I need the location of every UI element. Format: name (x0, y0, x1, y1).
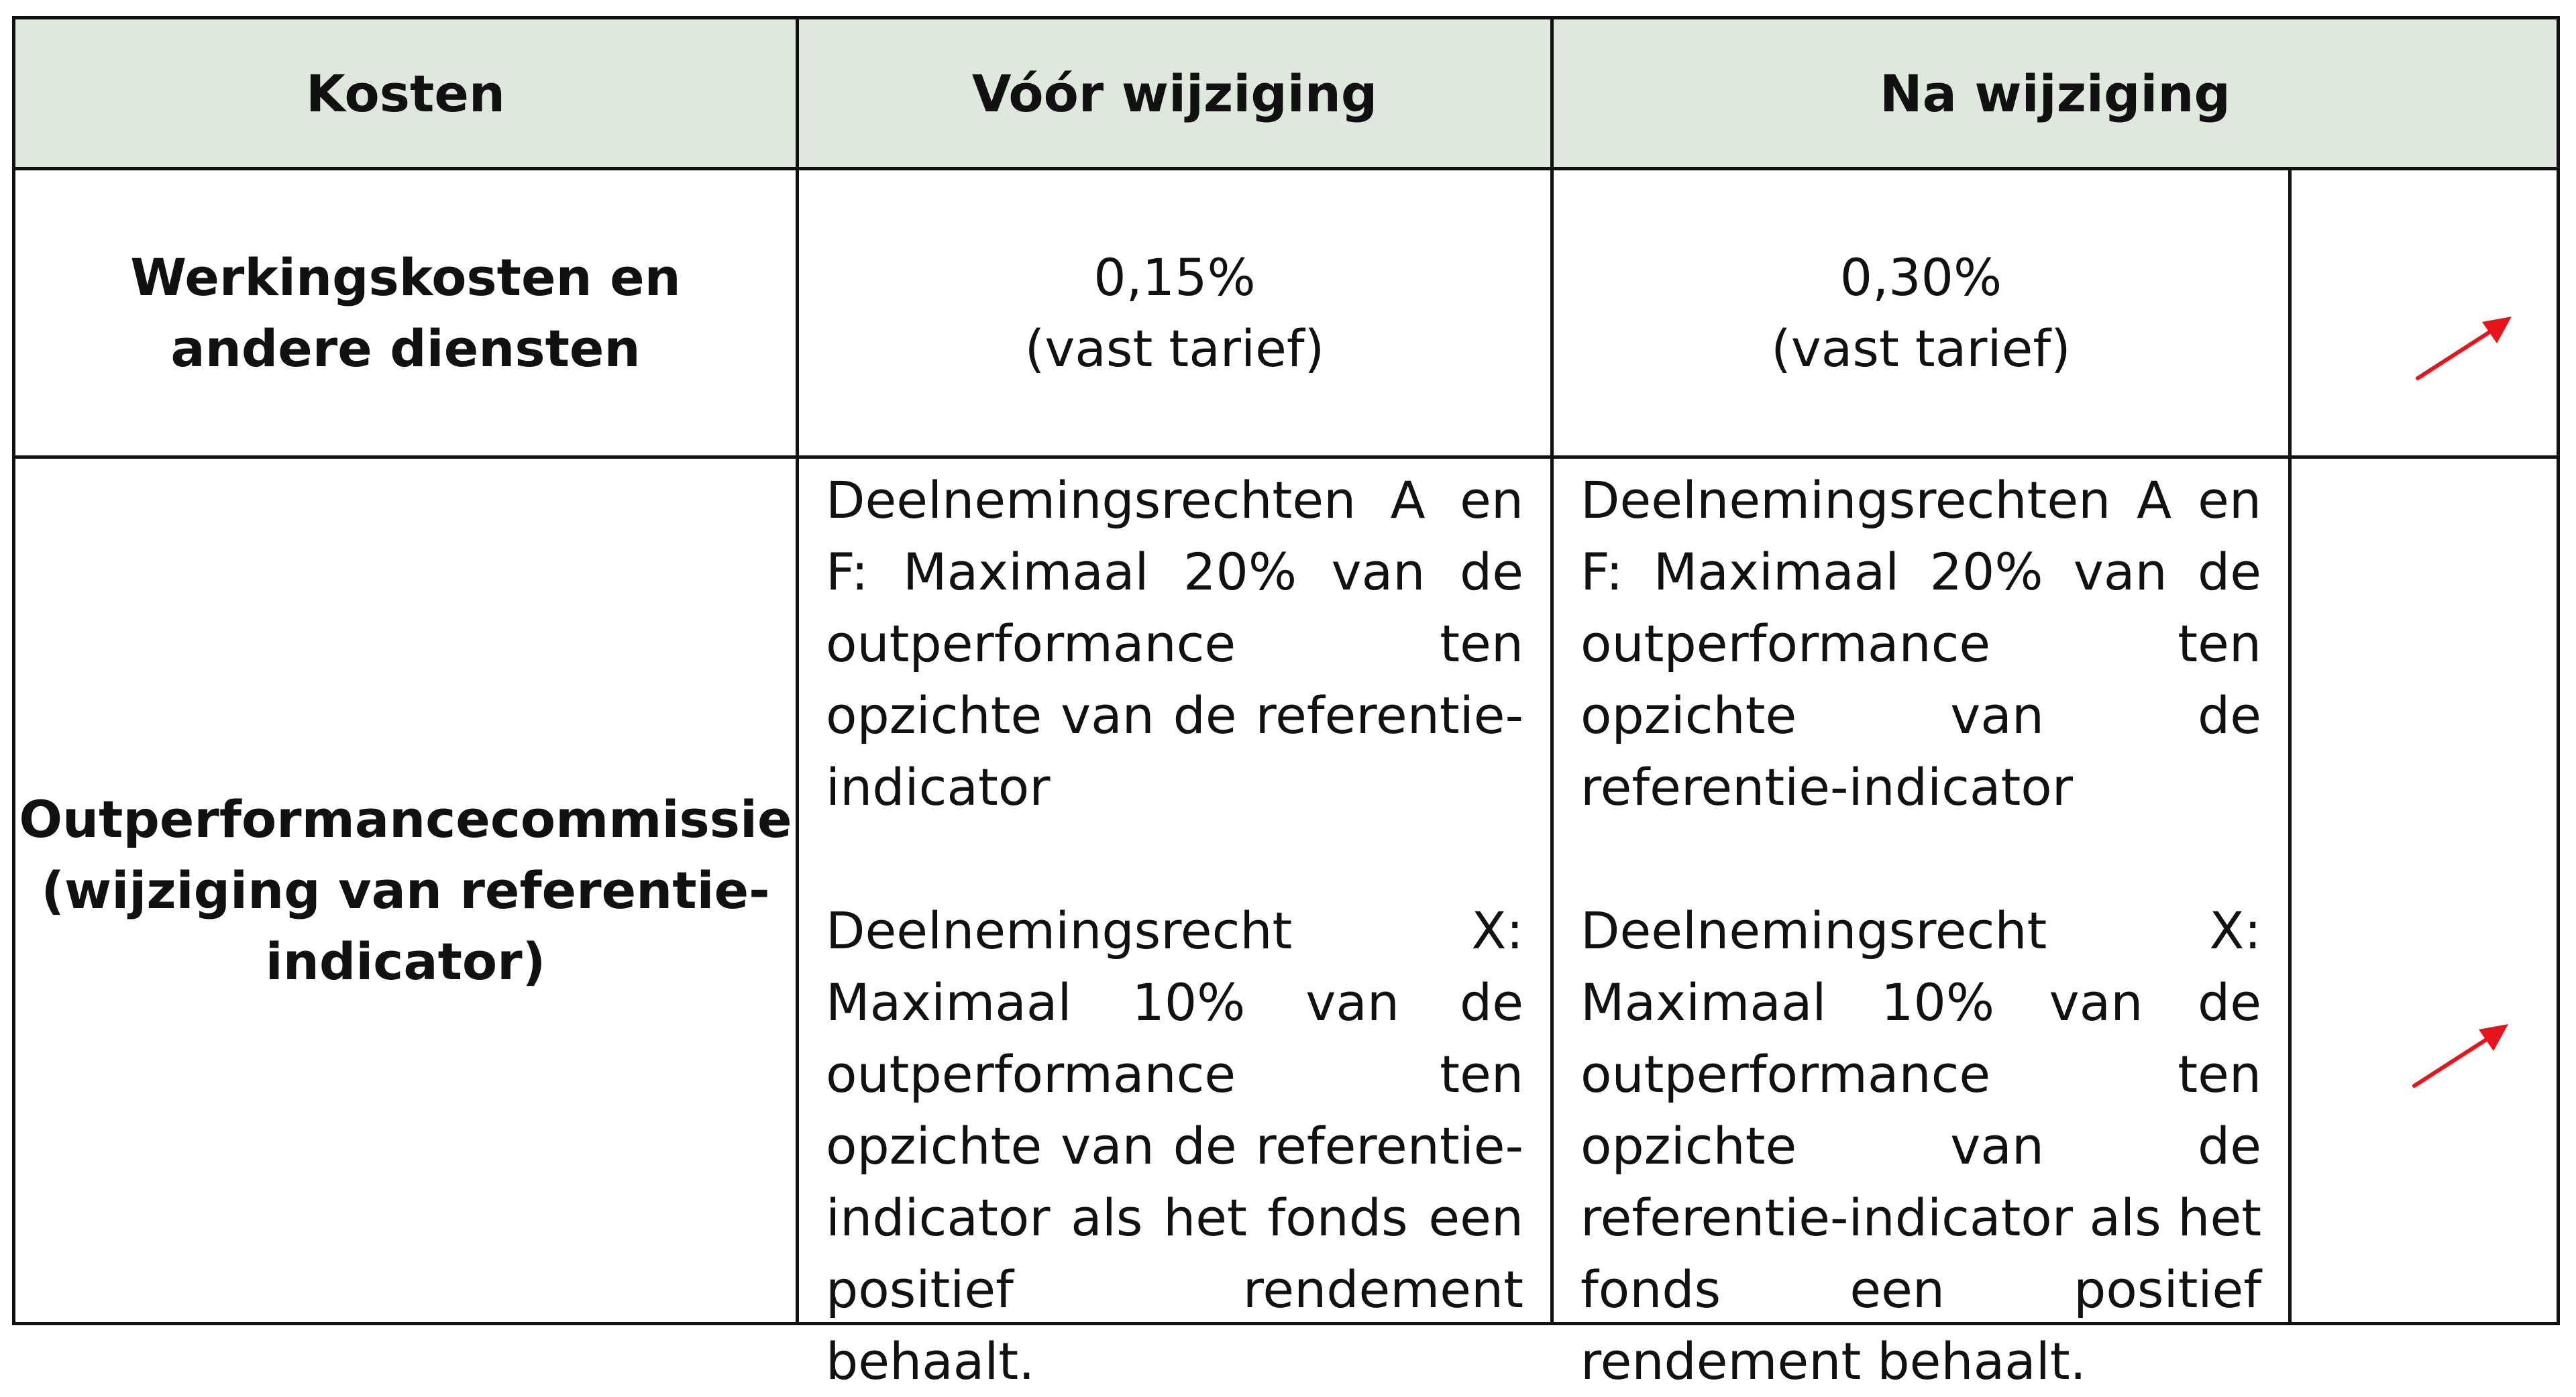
row-werkingskosten-change-cell (2288, 167, 2560, 459)
before-para-x: Deelnemingsrecht X: Maximaal 10% van de outperformance ten opzichte van de referentie-indicator als het fonds een positief rendement behaalt. (826, 901, 1523, 1391)
header-kosten-label: Kosten (306, 63, 505, 123)
after-rate: 0,30% (1839, 247, 2002, 307)
header-voor-wijziging (796, 16, 1554, 170)
before-rate: 0,15% (1093, 247, 1256, 307)
arrow-up-right-icon (2409, 1019, 2516, 1093)
arrow-up-right-icon (2412, 311, 2520, 385)
after-rate-note: (vast tarief) (1771, 318, 2071, 378)
header-kosten (12, 16, 799, 170)
after-para-a-f: Deelnemingsrechten A en F: Maximaal 20% van de outperformance ten opzichte van de referentie-indicator (1580, 470, 2261, 817)
row-werkingskosten-after (1550, 167, 2292, 459)
header-na-wijziging (1550, 16, 2560, 170)
row-outperformance-change-cell (2288, 455, 2560, 1325)
row-outperformance-before (796, 455, 1554, 1391)
row-outperformance-label: Outperformancecommissie (wijziging van referentie-indicator) (19, 789, 792, 991)
cost-comparison-table (12, 16, 2560, 1391)
header-voor-wijziging-label: Vóór wijziging (971, 63, 1378, 123)
row-outperformance-after (1550, 455, 2292, 1391)
before-para-a-f: Deelnemingsrechten A en F: Maximaal 20% van de outperformance ten opzichte van de referentie-indicator (826, 470, 1523, 817)
header-na-wijziging-label: Na wijziging (1880, 63, 2231, 123)
after-para-x: Deelnemingsrecht X: Maximaal 10% van de outperformance ten opzichte van de referentie-indicator als het fonds een positief rendement behaalt. (1580, 901, 2261, 1391)
row-werkingskosten-label-cell (12, 167, 799, 459)
row-outperformance-label-cell (12, 455, 799, 1325)
row-werkingskosten-before (796, 167, 1554, 459)
before-rate-note: (vast tarief) (1024, 318, 1325, 378)
row-werkingskosten-label: Werkingskosten en andere diensten (130, 247, 681, 378)
